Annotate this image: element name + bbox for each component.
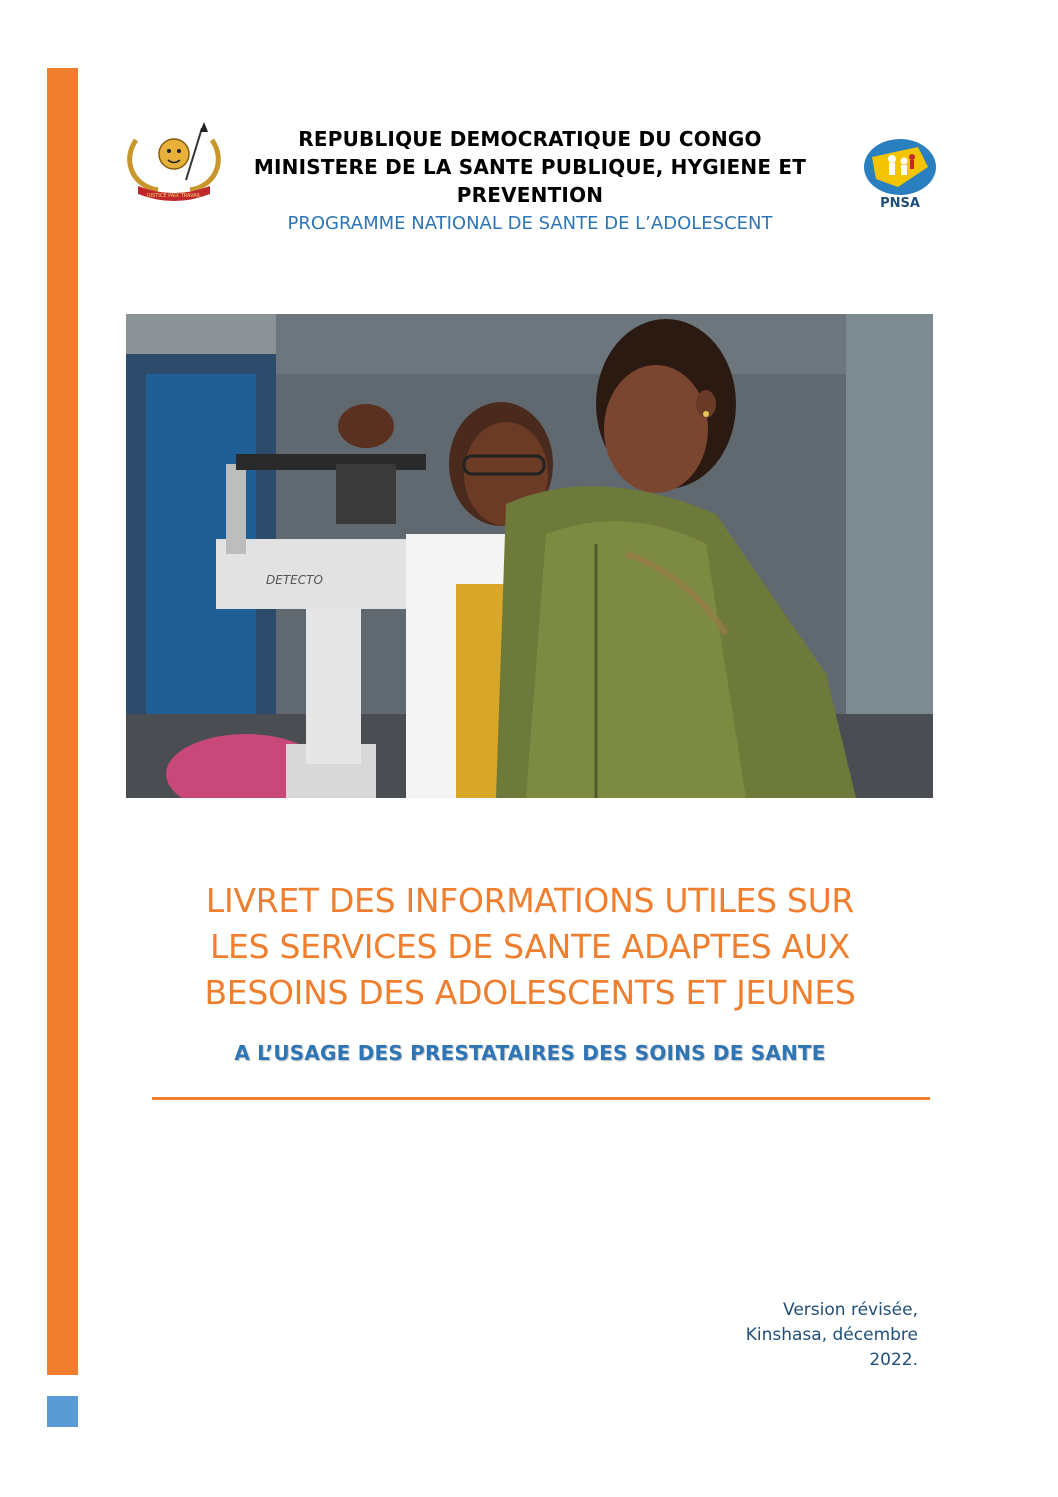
ministry-name: MINISTERE DE LA SANTE PUBLIQUE, HYGIENE ET (253, 155, 807, 179)
program-name: PROGRAMME NATIONAL DE SANTE DE L’ADOLESCENT (287, 213, 773, 234)
title-line-2: LES SERVICES DE SANTE ADAPTES AUX (209, 927, 851, 966)
title-line-1: LIVRET DES INFORMATIONS UTILES SUR (205, 881, 855, 920)
country-name: REPUBLIQUE DEMOCRATIQUE DU CONGO (298, 127, 762, 151)
pnsa-logo-icon (858, 137, 942, 213)
pnsa-label: PNSA (880, 196, 920, 211)
document-subtitle: A L’USAGE DES PRESTATAIRES DES SOINS DE SANTE (234, 1041, 826, 1065)
scale-brand: DETECTO (266, 573, 323, 587)
institution-header (230, 125, 830, 237)
title-divider (152, 1097, 930, 1100)
document-title (130, 878, 930, 1016)
emblem-motto: JUSTICE PAIX TRAVAIL (147, 193, 201, 199)
blue-square-marker (47, 1396, 78, 1427)
cover-photo (126, 314, 933, 798)
left-orange-bar (47, 68, 78, 1375)
version-line-3: 2022. (869, 1350, 918, 1370)
version-line-1: Version révisée, (783, 1300, 918, 1320)
title-line-3: BESOINS DES ADOLESCENTS ET JEUNES (204, 973, 856, 1012)
drc-coat-of-arms-icon (118, 120, 230, 204)
version-block (658, 1298, 918, 1373)
version-line-2: Kinshasa, décembre (745, 1325, 918, 1345)
ministry-name-cont: PREVENTION (456, 183, 604, 207)
